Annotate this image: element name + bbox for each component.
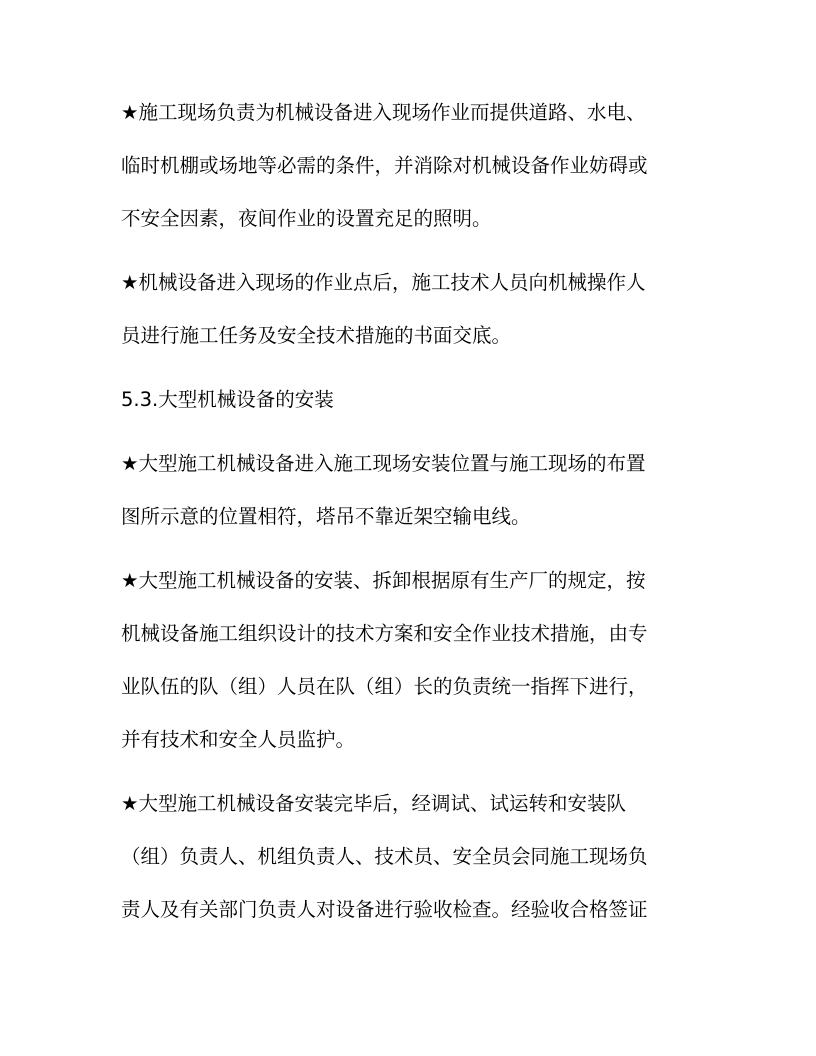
- paragraph-5-line-2: （组）负责人、机组负责人、技术员、安全员会同施工现场负: [121, 845, 648, 868]
- paragraph-5-line-1: ★大型施工机械设备安装完毕后，经调试、试运转和安装队: [121, 792, 626, 815]
- paragraph-2-line-1: ★机械设备进入现场的作业点后，施工技术人员向机械操作人: [121, 271, 646, 294]
- paragraph-3-line-2: 图所示意的位置相符，塔吊不靠近架空输电线。: [121, 505, 531, 528]
- paragraph-4-line-1: ★大型施工机械设备的安装、拆卸根据原有生产厂的规定，按: [121, 569, 646, 592]
- paragraph-4-line-4: 并有技术和安全人员监护。: [121, 728, 356, 751]
- paragraph-4-line-2: 机械设备施工组织设计的技术方案和安全作业技术措施，由专: [121, 622, 648, 645]
- paragraph-5-line-3: 责人及有关部门负责人对设备进行验收检查。经验收合格签证: [121, 898, 648, 921]
- paragraph-1-line-3: 不安全因素，夜间作业的设置充足的照明。: [121, 207, 492, 230]
- paragraph-4-line-3: 业队伍的队（组）人员在队（组）长的负责统一指挥下进行，: [121, 675, 648, 698]
- paragraph-3-line-1: ★大型施工机械设备进入施工现场安装位置与施工现场的布置: [121, 452, 646, 475]
- paragraph-2-line-2: 员进行施工任务及安全技术措施的书面交底。: [121, 324, 512, 347]
- paragraph-1-line-2: 临时机棚或场地等必需的条件，并消除对机械设备作业妨碍或: [121, 154, 648, 177]
- section-heading-5-3: 5.3.大型机械设备的安装: [121, 388, 334, 411]
- paragraph-1-line-1: ★施工现场负责为机械设备进入现场作业而提供道路、水电、: [121, 101, 646, 124]
